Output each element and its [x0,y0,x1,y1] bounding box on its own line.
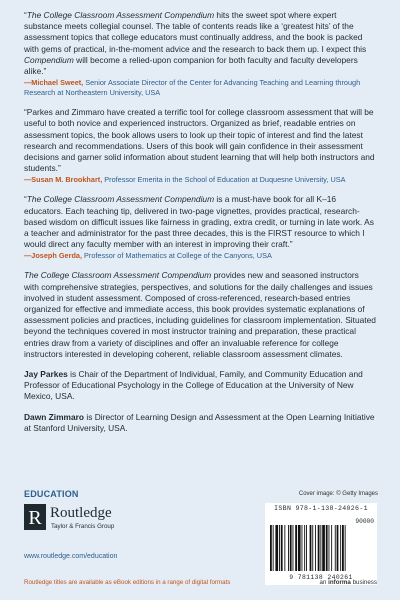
endorsement-attribution [24,251,376,261]
publisher-name: Routledge [50,505,112,521]
barcode-panel [265,503,377,585]
quote-text: “Parkes and Zimmaro have created a terrific tool for college classroom assessment that will be useful to both novice and experienced instructors. Organized as brief, readable entries on assessment topics, the book allows users to look up their topic of interest and find the latest research and recommendations. Users of this book will gain confidence in their assessment decisions and garner solid information about student learning that will help both instructors and students.” [24,107,375,174]
barcode-number: 9 781138 240261 [289,574,353,581]
barcode-image [270,525,372,571]
quote-text: will become a relied-upon companion for both faculty and faculty developers alike.” [24,54,358,77]
endorser-affiliation: Senior Associate Director of the Center for Advancing Teaching and Learning through Research at Northeastern University, USA [24,78,361,98]
quote-book-title: The College Classroom Assessment Compendium [26,10,215,20]
endorsement-quote [24,10,376,77]
isbn-text: ISBN 978-1-138-24026-1 [274,505,368,512]
back-cover-footer [0,478,400,600]
endorser-affiliation: Professor Emerita in the School of Education at Duquesne University, USA [102,175,346,185]
subject-category: EDUCATION [24,489,79,499]
price-code: 90000 [355,518,374,525]
author-name: Dawn Zimmaro [24,411,85,422]
endorsement-3 [24,194,376,261]
author-name: Jay Parkes [24,369,68,380]
author-bio-2 [24,412,376,434]
book-description [24,270,376,360]
quote-book-title: The College Classroom Assessment Compendium [26,194,215,205]
quote-text: is a must-have book for all K–16 educators. Each teaching tip, delivered in two-page vignettes, provides practical, research-based wisdom on difficult issues like fairness in grading, extra credit, or turning in late work. As a teacher and administrator for the past three decades, this is the FIRST resource to which I would direct any faculty member with an interest in improving their craft.” [24,194,374,250]
endorser-affiliation: Professor of Mathematics at College of the Canyons, USA [82,251,272,261]
endorsement-1 [24,10,376,98]
endorser-name: —Michael Sweet, [24,78,84,88]
endorsement-2 [24,107,376,185]
quote-text: “ [24,194,27,205]
endorser-name: —Joseph Gerda, [24,251,82,261]
author-bio-text: is Chair of the Department of Individual, Family, and Community Education and Professor of Educational Psychology in the College of Education at the University of New Mexico, USA. [24,369,363,402]
endorsement-quote [24,107,376,174]
quote-text: hits the sweet spot where expert substance meets collegial counsel. The table of contents reads like a ‘greatest hits’ of the assessment topics that college educators must continually address, and the book is packed with gems of practical, in-the-moment advice and the research to back them up. I expect this [24,10,367,54]
publisher-group: Taylor & Francis Group [51,523,115,530]
quote-book-title: Compendium [24,54,74,65]
endorsement-quote [24,194,376,250]
publisher-logo [24,504,174,534]
endorsement-attribution [24,175,376,185]
author-bio-1 [24,369,376,403]
author-bio-text: is Director of Learning Design and Assessment at the Open Learning Initiative at Stanford University, USA. [24,411,375,433]
description-body: provides new and seasoned instructors with comprehensive strategies, perspectives, and solutions for the daily challenges and issues involved in student assessment. Composed of cross-referenced, research-based entries organized for effective and immediate access, this book provides systematic explanations of assessment policies and practices, including guidelines for classroom implementation. Situated beyond the techniques covered in most instructor training and preparation, these practical entries draw from a variety of disciplines and offer an invaluable reference for college instructors interested in developing coherent, reliable classroom assessment climates. [24,270,376,359]
back-cover-text [24,10,376,434]
informa-brand: informa [328,579,351,586]
description-book-title: The College Classroom Assessment Compendium [24,270,212,281]
publisher-website[interactable]: www.routledge.com/education [24,553,118,560]
informa-suffix: business [350,579,377,586]
ebook-note: Routledge titles are available as eBook editions in a range of digital formats [24,579,231,586]
informa-prefix: an [319,579,329,586]
quote-text: “ [24,10,27,20]
endorser-name: —Susan M. Brookhart, [24,175,103,185]
cover-image-credit: Cover image: © Getty Images [298,491,378,497]
informa-business-note [320,579,377,586]
endorsement-attribution [24,78,376,98]
svg-text:R: R [28,507,42,529]
routledge-logo-icon [24,504,46,530]
